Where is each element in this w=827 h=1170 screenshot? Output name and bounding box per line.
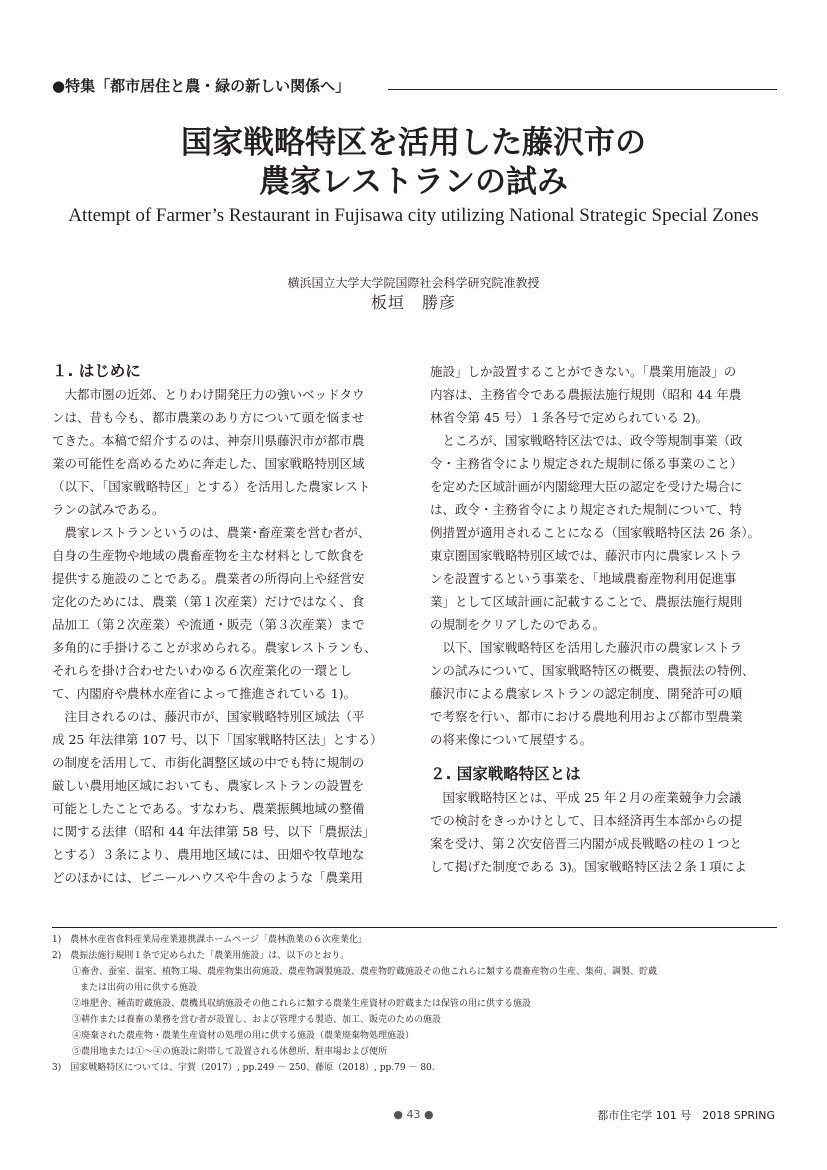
body-line: とする）３条により、農用地区域には、田畑や牧草地な — [52, 847, 365, 862]
author-affiliation: 横浜国立大学大学院国際社会科学研究院准教授 — [287, 276, 540, 290]
footnote: 1) 農林水産省食料産業局産業連携課ホームページ「農林漁業の６次産業化」 — [52, 935, 368, 945]
body-line: 自身の生産物や地域の農畜産物を主な材料として飲食を — [52, 548, 365, 563]
body-line: の規制をクリアしたのである。 — [430, 617, 606, 632]
body-line: の制度を活用して、市街化調整区域の中でも特に規制の — [52, 755, 365, 770]
footnotes — [52, 932, 782, 1076]
footnote: ④廃棄された農産物・農業生産資材の処理の用に供する施設（農業廃棄物処理施設） — [72, 1031, 415, 1041]
body-line: て、内閣府や農林水産省によって推進されている 1)。 — [52, 686, 357, 701]
body-line: 案を受け、第２次安倍晋三内閣が成長戦略の柱の１つと — [430, 836, 743, 851]
footnote: ②堆肥舎、種苗貯蔵施設、農機具収納施設その他これらに類する農業生産資材の貯蔵または保管の用に供する施設 — [72, 999, 532, 1009]
body-line: 例措置が適用されることになる（国家戦略特区法 26 条）。 — [430, 525, 761, 540]
body-line: 業」として区域計画に記載することで、農振法施行規則 — [430, 594, 743, 609]
footnote: ⑤農用地または①～④の施設に附帯して設置される休憩所、駐車場および便所 — [72, 1047, 388, 1057]
header-rule — [388, 89, 777, 90]
footnote: または出荷の用に供する施設 — [80, 983, 198, 993]
body-line: 可能としたことである。すなわち、農業振興地域の整備 — [52, 801, 365, 816]
footnote: ③耕作または養畜の業務を営む者が設置し、および管理する製造、加工、販売のための施設 — [72, 1015, 442, 1025]
body-line: ンの試みについて、国家戦略特区の概要、農振法の特例、 — [430, 663, 755, 678]
body-line: 大都市圏の近郊、とりわけ開発圧力の強いベッドタウ — [52, 387, 365, 402]
body-line: 成 25 年法律第 107 号、以下「国家戦略特区法」とする） — [52, 732, 383, 747]
body-line: 厳しい農用地区域においても、農家レストランの設置を — [52, 778, 365, 793]
body-line: 以下、国家戦略特区を活用した藤沢市の農家レストラ — [430, 640, 743, 655]
body-line: 提供する施設のことである。農業者の所得向上や経営安 — [52, 571, 365, 586]
body-line: は、政令・主務省令により規定された規制について、特 — [430, 502, 743, 517]
body-line: ンを設置するという事業を、「地域農畜産物利用促進事 — [430, 571, 737, 586]
footnote: ①畜舎、蚕室、温室、植物工場、農産物集出荷施設、農産物調製施設、農産物貯蔵施設その他これらに類する農畜産物の生産、集荷、調製、貯蔵 — [72, 967, 658, 977]
author-name: 板垣 勝彦 — [370, 293, 456, 312]
body-line: ンは、昔も今も、都市農業のあり方について頭を悩ませ — [52, 410, 365, 425]
body-line: の将来像について展望する。 — [430, 732, 593, 747]
body-line: それらを掛け合わせたいわゆる６次産業化の一環とし — [52, 663, 353, 678]
section-heading: １. はじめに — [52, 362, 141, 380]
section-heading: ２. 国家戦略特区とは — [430, 765, 581, 783]
body-line: 令・主務省令により規定された規制に係る事業のこと） — [430, 456, 743, 471]
body-line: （以下、「国家戦略特区」とする）を活用した農家レスト — [52, 479, 371, 494]
body-line: 多角的に手掛けることが求められる。農家レストランも、 — [52, 640, 377, 655]
body-column-right — [430, 360, 775, 878]
title-line-2: 農家レストランの試み — [258, 164, 569, 200]
body-line: での検討をきっかけとして、日本経済再生本部からの提 — [430, 813, 743, 828]
body-line: 内容は、主務省令である農振法施行規則（昭和 44 年農 — [430, 387, 742, 402]
body-column-left — [52, 360, 397, 889]
body-line: 業の可能性を高めるために奔走した、国家戦略特別区域 — [52, 456, 365, 471]
journal-info: 都市住宅学 101 号 2018 SPRING — [597, 1109, 775, 1122]
footnote-rule — [52, 927, 777, 928]
body-line: 農家レストランというのは、農業･畜産業を営む者が、 — [52, 525, 371, 540]
title-line-1: 国家戦略特区を活用した藤沢市の — [181, 125, 646, 161]
body-line: 定化のためには、農業（第１次産業）だけではなく、食 — [52, 594, 365, 609]
body-line: どのほかには、ビニールハウスや牛舎のような「農業用 — [52, 870, 364, 885]
body-line: 注目されるのは、藤沢市が、国家戦略特別区域法（平 — [52, 709, 365, 724]
footnote: 2) 農振法施行規則１条で定められた「農業用施設」は、以下のとおり。 — [52, 951, 350, 961]
body-line: 東京圏国家戦略特別区域では、藤沢市内に農家レストラ — [430, 548, 743, 563]
page-number: ● 43 ● — [393, 1108, 434, 1121]
body-line: して掲げた制度である 3)。国家戦略特区法２条１項によ — [430, 859, 747, 874]
body-line: を定めた区域計画が内閣総理大臣の認定を受けた場合に — [430, 479, 743, 494]
body-line: 林省令第 45 号）１条各号で定められている 2)。 — [430, 410, 709, 425]
body-line: 施設」しか設置することができない。「農業用施設」の — [430, 364, 737, 379]
body-line: 国家戦略特区とは、平成 25 年２月の産業競争力会議 — [430, 790, 742, 805]
body-line: てきた。本稿で紹介するのは、神奈川県藤沢市が都市農 — [52, 433, 365, 448]
body-line: 品加工（第２次産業）や流通・販売（第３次産業）まで — [52, 617, 365, 632]
body-line: で考察を行い、都市における農地利用および都市型農業 — [430, 709, 743, 724]
body-line: ところが、国家戦略特区法では、政令等規制事業（政 — [430, 433, 743, 448]
body-line: 藤沢市による農家レストランの認定制度、開発許可の順 — [430, 686, 743, 701]
series-label: ●特集「都市居住と農・緑の新しい関係へ」 — [52, 77, 351, 95]
body-line: に関する法律（昭和 44 年法律第 58 号、以下「農振法」 — [52, 824, 375, 839]
section-gap — [430, 751, 775, 763]
body-line: ランの試みである。 — [52, 502, 165, 517]
footnote: 3) 国家戦略特区については、宇賀（2017）, pp.249 － 250、藤原（2018）, pp.79 － 80. — [52, 1063, 435, 1073]
english-subtitle: Attempt of Farmer’s Restaurant in Fujisawa city utilizing National Strategic Special Zones — [68, 205, 759, 226]
